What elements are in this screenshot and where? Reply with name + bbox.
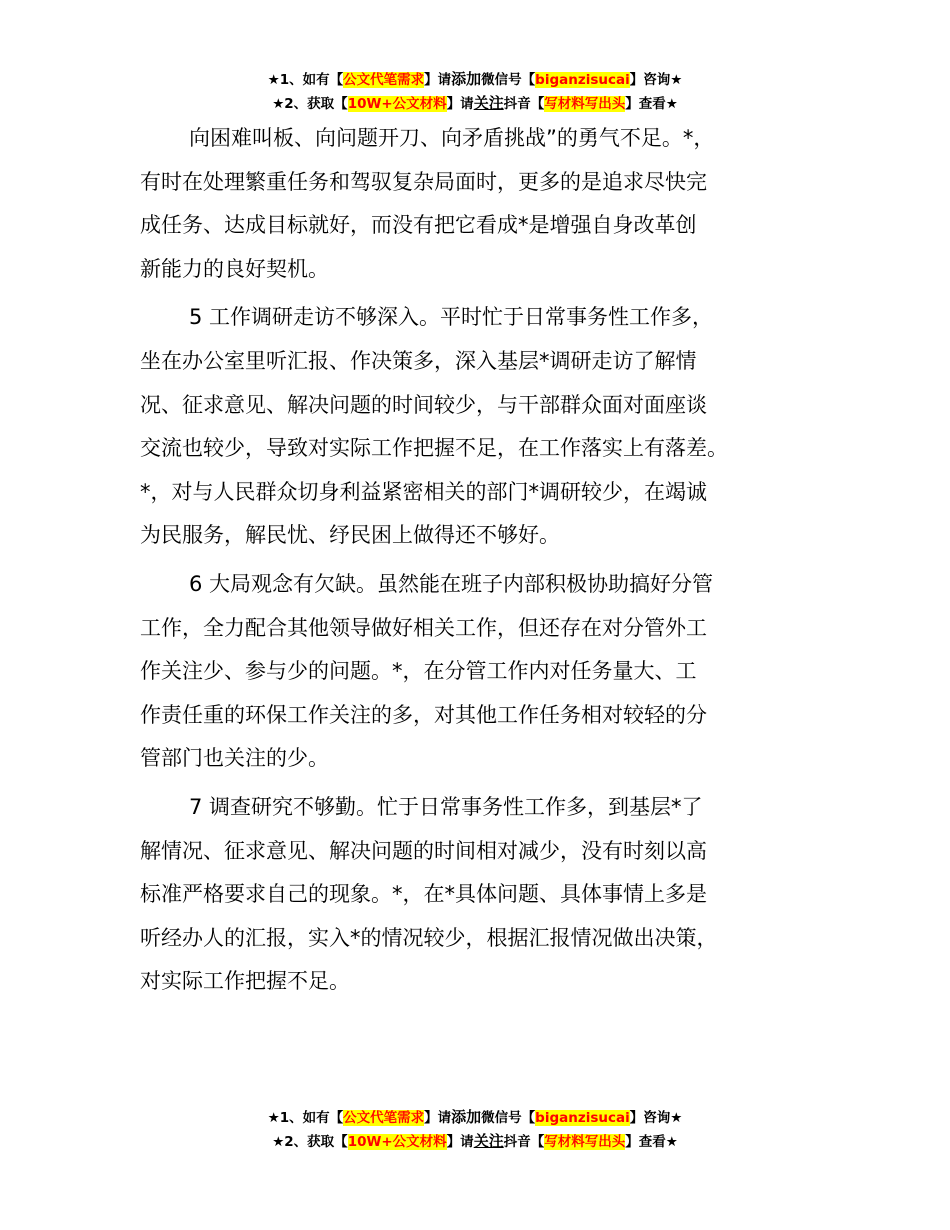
banner-highlight: 公文代笔需求 [343, 72, 425, 88]
banner-text: 】咨询★ [629, 72, 683, 88]
paragraph-7 [140, 786, 840, 1004]
text-line: 交流也较少，导致对实际工作把握不足，在工作落实上有落差。 [140, 436, 728, 461]
banner-text: 微信号【 [481, 72, 536, 88]
document-body [140, 117, 840, 1009]
text-line: 管部门也关注的少。 [140, 746, 329, 771]
text-line: 有时在处理繁重任务和驾驭复杂局面时，更多的是追求尽快完 [140, 169, 707, 194]
paragraph-5 [140, 296, 840, 558]
banner-text: 抖音【 [503, 1134, 545, 1150]
banner-highlight: 公文代笔需求 [343, 1110, 425, 1126]
banner-text: ★1、如有【 [267, 72, 344, 88]
banner-text: 】咨询★ [629, 1110, 683, 1126]
banner-line-1 [0, 1106, 950, 1130]
banner-highlight: biganzisucai [535, 1110, 630, 1126]
paragraph-6 [140, 563, 840, 781]
text-line: 况、征求意见、解决问题的时间较少，与干部群众面对面座谈 [140, 392, 707, 417]
text-line: 标准严格要求自己的现象。*，在*具体问题、具体事情上多是 [140, 882, 707, 907]
text-line: 坐在办公室里听汇报、作决策多，深入基层*调研走访了解情 [140, 348, 697, 373]
text-line: 作关注少、参与少的问题。*，在分管工作内对任务量大、工 [140, 659, 697, 684]
text-line: 作责任重的环保工作关注的多，对其他工作任务相对较轻的分 [140, 702, 707, 727]
banner-line-2 [0, 1130, 950, 1154]
banner-line-2 [0, 92, 950, 116]
banner-highlight: 10W+公文材料 [347, 1134, 447, 1150]
text-line: 对实际工作把握不足。 [140, 969, 350, 994]
text-line: 工作，全力配合其他领导做好相关工作，但还存在对分管外工 [140, 615, 707, 640]
banner-text: 】查看★ [625, 1134, 678, 1150]
text-line: 成任务、达成目标就好，而没有把它看成*是增强自身改革创 [140, 213, 697, 238]
text-line: 6 大局观念有欠缺。虽然能在班子内部积极协助搞好分管 [189, 571, 714, 596]
banner-text: 微信号【 [481, 1110, 536, 1126]
banner-emphasis: 关注 [473, 1132, 504, 1150]
header-banner [0, 68, 950, 116]
banner-highlight: 写材料写出头 [544, 1134, 626, 1150]
text-line: 听经办人的汇报，实入*的情况较少，根据汇报情况做出决策， [140, 925, 718, 950]
banner-highlight: 10W+公文材料 [347, 96, 447, 112]
text-line: 向困难叫板、向问题开刀、向矛盾挑战”的勇气不足。*， [189, 126, 715, 150]
footer-banner [0, 1106, 950, 1154]
banner-text: 】请 [424, 72, 452, 88]
paragraph-1 [140, 117, 840, 291]
banner-text: 】请 [446, 1134, 474, 1150]
text-line: 7 调查研究不够勤。忙于日常事务性工作多，到基层*了 [189, 794, 703, 819]
banner-text: 】查看★ [625, 96, 678, 112]
text-line: 5 工作调研走访不够深入。平时忙于日常事务性工作多， [189, 305, 714, 330]
banner-text: ★2、获取【 [272, 1134, 348, 1150]
text-line: 为民服务，解民忧、纾民困上做得还不够好。 [140, 523, 560, 548]
banner-emphasis: 添加 [451, 1108, 482, 1126]
banner-highlight: biganzisucai [535, 72, 630, 88]
banner-line-1 [0, 68, 950, 92]
text-line: 新能力的良好契机。 [140, 256, 329, 281]
banner-text: 抖音【 [503, 96, 545, 112]
banner-emphasis: 关注 [473, 94, 504, 112]
banner-text: 】请 [446, 96, 474, 112]
banner-text: ★1、如有【 [267, 1110, 344, 1126]
text-line: *，对与人民群众切身利益紧密相关的部门*调研较少，在竭诚 [140, 479, 707, 504]
banner-highlight: 写材料写出头 [544, 96, 626, 112]
banner-text: ★2、获取【 [272, 96, 348, 112]
text-line: 解情况、征求意见、解决问题的时间相对减少，没有时刻以高 [140, 838, 707, 863]
banner-text: 】请 [424, 1110, 452, 1126]
banner-emphasis: 添加 [451, 70, 482, 88]
